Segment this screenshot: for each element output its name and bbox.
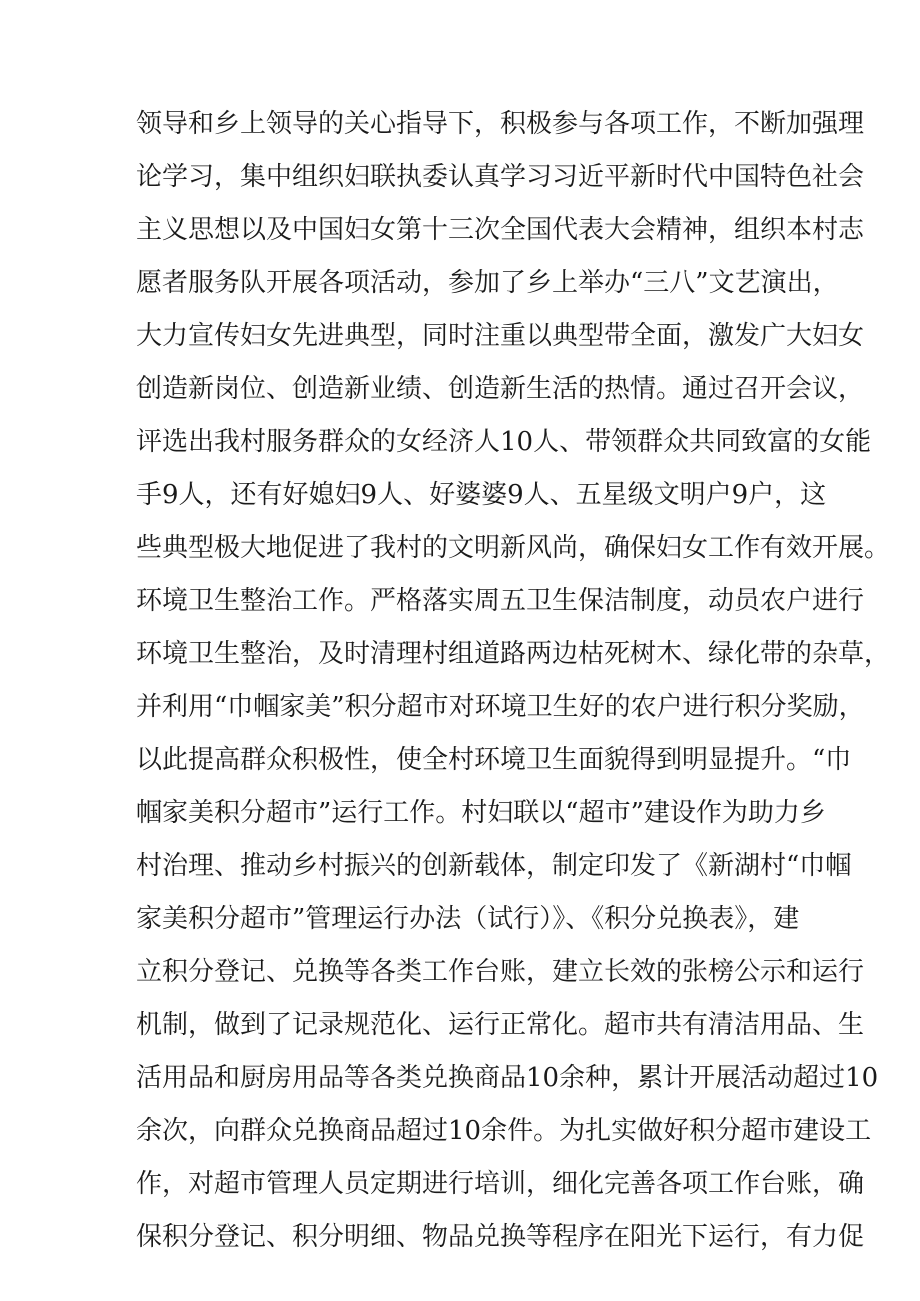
text-line: 帼家美积分超市”运行工作。村妇联以“超市”建设作为助力乡 <box>136 798 826 828</box>
text-line: 论学习，集中组织妇联执委认真学习习近平新时代中国特色社会 <box>136 162 865 192</box>
text-line: 创造新岗位、创造新业绩、创造新生活的热情。通过召开会议， <box>136 374 865 404</box>
text-line: 作，对超市管理人员定期进行培训，细化完善各项工作台账，确 <box>136 1169 865 1199</box>
text-line: 大力宣传妇女先进典型，同时注重以典型带全面，激发广大妇女 <box>136 321 865 351</box>
text-line: 保积分登记、积分明细、物品兑换等程序在阳光下运行，有力促 <box>136 1222 865 1252</box>
text-line: 手9人，还有好媳妇9人、好婆婆9人、五星级文明户9户，这 <box>136 480 827 510</box>
text-line: 家美积分超市”管理运行办法（试行）》、《积分兑换表》，建 <box>136 904 800 934</box>
text-line: 立积分登记、兑换等各类工作台账，建立长效的张榜公示和运行 <box>136 957 865 987</box>
text-line: 余次，向群众兑换商品超过10余件。为扎实做好积分超市建设工 <box>136 1116 872 1146</box>
text-line: 环境卫生整治工作。严格落实周五卫生保洁制度，动员农户进行 <box>136 586 865 616</box>
text-line: 并利用“巾帼家美”积分超市对环境卫生好的农户进行积分奖励， <box>136 692 865 722</box>
text-line: 村治理、推动乡村振兴的创新载体，制定印发了《新湖村“巾帼 <box>136 851 852 881</box>
text-line: 领导和乡上领导的关心指导下，积极参与各项工作，不断加强理 <box>136 109 865 139</box>
text-line: 活用品和厨房用品等各类兑换商品10余种，累计开展活动超过10 <box>136 1063 879 1093</box>
text-line: 以此提高群众积极性，使全村环境卫生面貌得到明显提升。“巾 <box>136 745 852 775</box>
text-line: 愿者服务队开展各项活动，参加了乡上举办“三八”文艺演出， <box>136 268 839 298</box>
text-line: 环境卫生整治，及时清理村组道路两边枯死树木、绿化带的杂草， <box>136 639 891 669</box>
text-line: 主义思想以及中国妇女第十三次全国代表大会精神，组织本村志 <box>136 215 865 245</box>
text-line: 些典型极大地促进了我村的文明新风尚，确保妇女工作有效开展。 <box>136 533 891 563</box>
text-line: 机制，做到了记录规范化、运行正常化。超市共有清洁用品、生 <box>136 1010 865 1040</box>
text-line: 评选出我村服务群众的女经济人10人、带领群众共同致富的女能 <box>136 427 872 457</box>
